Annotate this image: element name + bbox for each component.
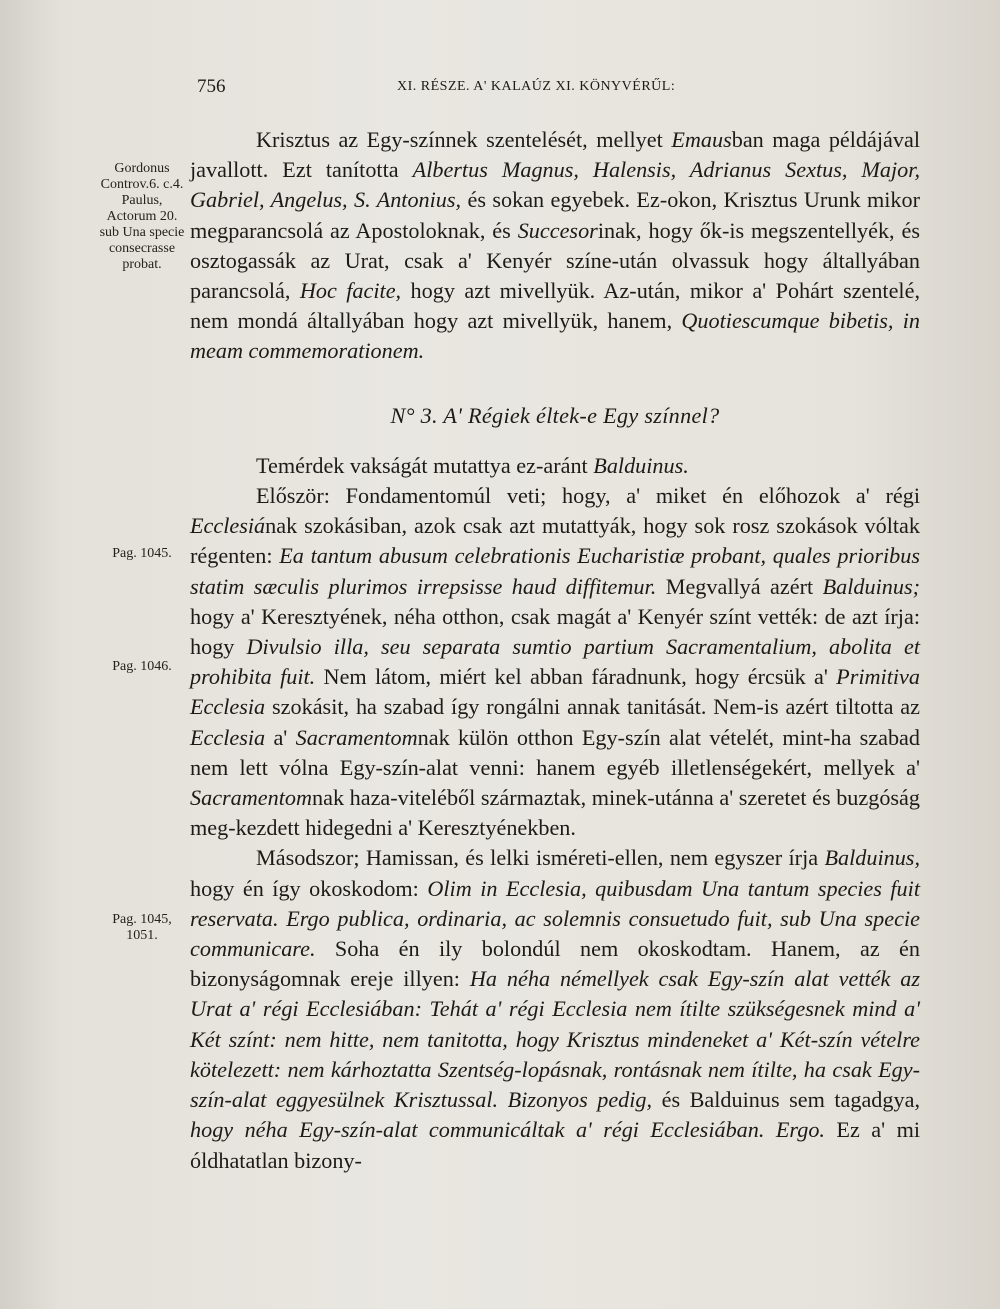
- text-run: Először: Fondamentomúl veti; hogy, a' miket én előhozok a' régi: [256, 483, 920, 509]
- page-header: [197, 76, 927, 100]
- italic-run: Hoc facite,: [299, 278, 402, 304]
- italic-run: hogy néha Egy-szín-alat communicáltak a' régi Ecclesiában. Ergo.: [190, 1117, 825, 1143]
- italic-run: Ecclesiá: [190, 513, 266, 539]
- text-run: nak külön otthon Egy-szín alat vételét, mint-ha szabad nem lett vólna Egy-szín-alat venni: hanem egyéb illetlenségekért, mellyek a': [190, 724, 920, 780]
- body-text: [190, 125, 920, 1176]
- italic-run: Albertus Magnus, Halensis, Adrianus Sextus, Major, Gabriel, Angelus, S. Antonius,: [190, 157, 920, 213]
- italic-run: Succesor: [517, 217, 598, 243]
- text-run: ban maga példájával javallott. Ezt tanította: [190, 127, 920, 183]
- italic-run: Quotiescumque bibetis, in meam commemorationem.: [190, 308, 920, 364]
- text-run: hogy a' Keresztyének, néha otthon, csak magát a' Kenyér színt vették: de azt írja: hogy: [190, 603, 920, 660]
- text-run: Soha én ily bolondúl nem okoskodtam. Hanem, az én bizonyságomnak ereje illyen:: [190, 936, 920, 992]
- italic-run: Balduinus.: [593, 452, 689, 478]
- margin-note: Pag. 1045.: [112, 546, 172, 561]
- running-head: XI. RÉSZE. A' KALAÚZ XI. KÖNYVÉRŰL:: [397, 79, 676, 94]
- text-run: nak haza-viteléből származtak, minek-utánna a' szeretet és buzgóság meg-kezdett hidegedni a' Keresztyénekben.: [190, 785, 920, 841]
- text-run: a': [265, 724, 296, 750]
- paragraph: [190, 125, 920, 367]
- text-run: hogy azt mivellyük. Az-után, mikor a' Pohárt szentelé, nem mondá általlyában hogy azt mivellyük, hanem,: [190, 278, 920, 334]
- paragraph: [190, 481, 920, 843]
- paragraph: [190, 451, 920, 481]
- text-run: nak szokásiban, azok csak azt mutattyák, hogy sok rosz szokások vóltak régenten:: [190, 513, 920, 569]
- paragraph: [190, 843, 920, 1175]
- italic-run: Sacramentom: [295, 724, 418, 750]
- italic-run: Balduinus;: [822, 573, 920, 599]
- italic-run: Olim in Ecclesia, quibusdam Una tantum species fuit reservata. Ergo publica, ordinaria, ac solemnis consuetudo fuit, sub Una specie communicare.: [190, 875, 920, 962]
- text-run: és sokan egyebek. Ez-okon, Krisztus Urunk mikor megparancsolá az Apostoloknak, és: [190, 187, 920, 243]
- italic-run: Ecclesia: [190, 724, 266, 750]
- italic-run: Sacramentom: [190, 785, 313, 811]
- text-run: Krisztus az Egy-színnek szentelését, mellyet: [256, 127, 672, 152]
- section-title: N° 3. A' Régiek éltek-e Egy színnel?: [390, 402, 720, 428]
- text-run: szokásit, ha szabad így rongálni annak tanitását. Nem-is azért tiltotta az: [265, 694, 920, 720]
- italic-run: Emaus: [671, 127, 732, 152]
- text-run: Temérdek vakságát mutattya ez-aránt: [256, 452, 594, 478]
- italic-run: Ha néha némellyek csak Egy-szín alat vették az Urat a' régi Ecclesiában: Tehát a' régi Ecclesia nem ítilte szükségesnek mind a' Két színt: nem hitte, nem tanitotta, hogy Krisztus mindeneket a' Két-szín vételre kötelezett: nem kárhoztatta Szentség-lopásnak, rontásnak nem ítilte, ha csak Egy-szín-alat eggyesülnek Krisztussal. Bizonyos pedig,: [190, 966, 921, 1113]
- text-run: hogy én így okoskodom:: [190, 875, 428, 901]
- italic-run: Balduinus,: [824, 845, 920, 871]
- text-run: Másodszor; Hamissan, és lelki isméreti-ellen, nem egyszer írja: [256, 845, 825, 871]
- italic-run: Ea tantum abusum celebrationis Eucharistiæ probant, quales prioribus statim sæculis plurimos irrepsisse haud diffitemur.: [190, 543, 920, 599]
- text-run: Nem látom, miért kel abban fáradnunk, hogy ércsük a': [315, 664, 837, 690]
- margin-note: Gordonus Controv.6. c.4. Paulus, Actorum 20. sub Una specie consecrasse probat.: [99, 161, 185, 272]
- text-run: Megvallyá azért: [656, 573, 823, 599]
- text-run: és Balduinus sem tagadgya,: [652, 1087, 920, 1113]
- italic-run: Divulsio illa, seu separata sumtio partium Sacramentalium, abolita et prohibita fuit.: [190, 634, 921, 690]
- margin-note: Pag. 1046.: [112, 659, 172, 674]
- italic-run: Primitiva Ecclesia: [190, 664, 920, 720]
- margin-note: Pag. 1045, 1051.: [112, 912, 172, 943]
- text-run: inak, hogy ők-is megszentellyék, és osztogassák az Urat, csak a' Kenyér színe-után olvassuk hogy általlyában parancsolá,: [190, 217, 920, 304]
- page-number: 756: [197, 76, 226, 97]
- text-run: Ez a' mi óldhatatlan bizony-: [190, 1117, 920, 1173]
